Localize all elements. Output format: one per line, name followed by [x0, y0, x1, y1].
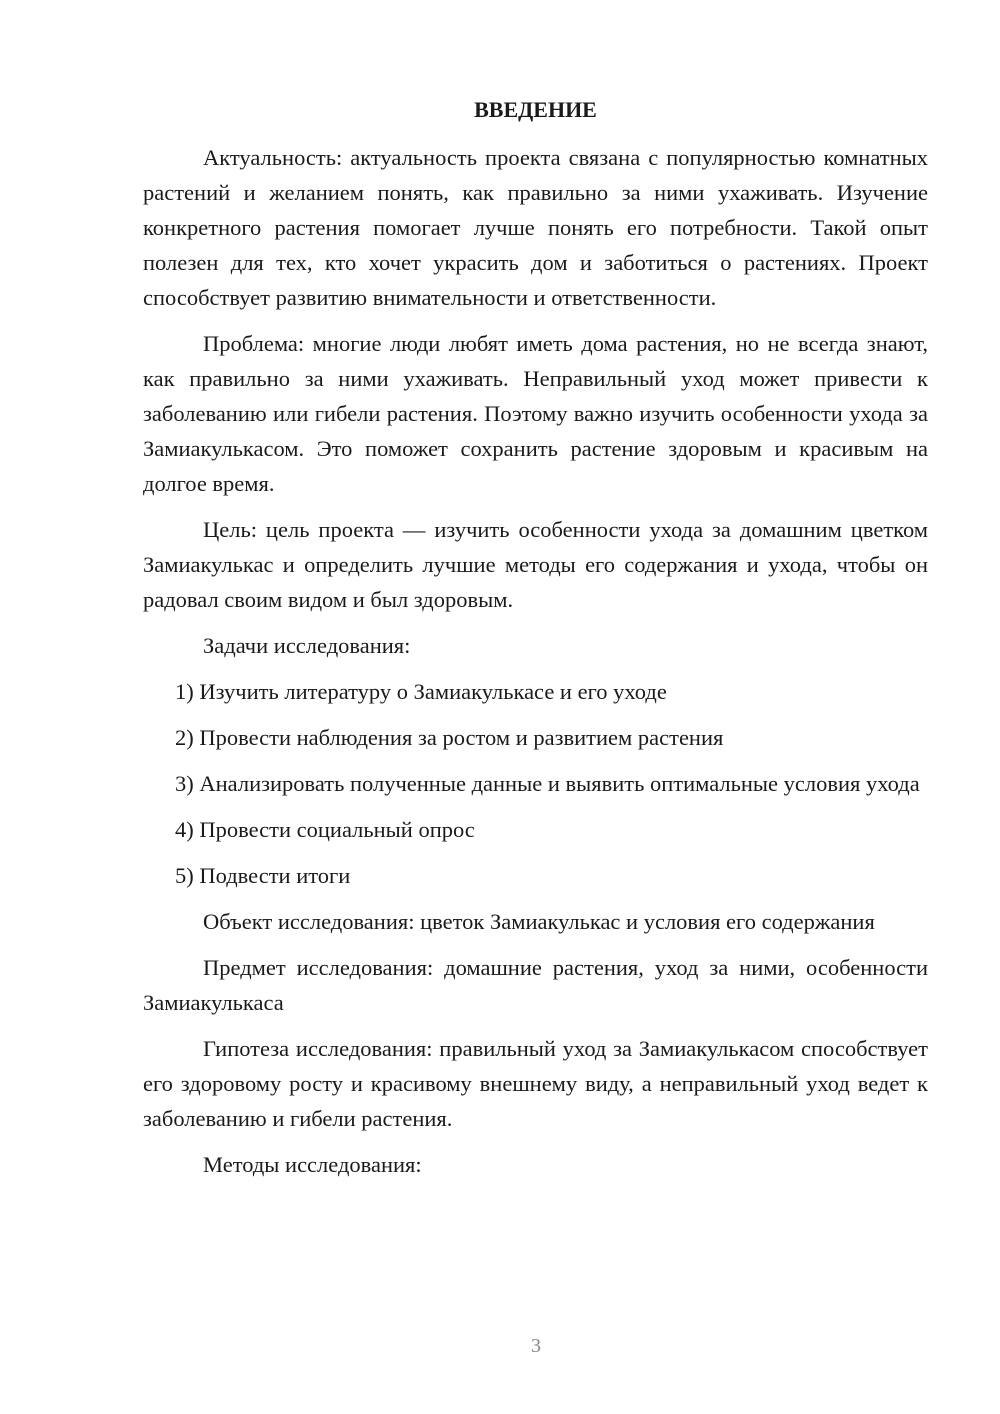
paragraph-subject: Предмет исследования: домашние растения, уход за ними, особенности Замиакулькаса: [143, 955, 928, 1015]
task-item-5: 5) Подвести итоги: [175, 863, 351, 888]
task-item-3: 3) Анализировать полученные данные и выявить оптимальные условия ухода: [175, 771, 920, 796]
task-item-4: 4) Провести социальный опрос: [175, 817, 475, 842]
paragraph-object: Объект исследования: цветок Замиакулькас и условия его содержания: [203, 909, 875, 934]
methods-heading: Методы исследования:: [203, 1152, 422, 1177]
paragraph-problem: Проблема: многие люди любят иметь дома растения, но не всегда знают, как правильно за ними ухаживать. Неправильный уход может привести к заболеванию или гибели растения. Поэтому важно изучить особенности ухода за Замиакулькасом. Это поможет сохранить растение здоровым и красивым на долгое время.: [143, 331, 928, 496]
task-item-1: 1) Изучить литературу о Замиакулькасе и его уходе: [175, 679, 667, 704]
page-title: ВВЕДЕНИЕ: [474, 97, 597, 122]
paragraph-hypothesis: Гипотеза исследования: правильный уход за Замиакулькасом способствует его здоровому росту и красивому внешнему виду, а неправильный уход ведет к заболеванию и гибели растения.: [143, 1036, 928, 1131]
page-content: [143, 92, 928, 1193]
task-item-2: 2) Провести наблюдения за ростом и развитием растения: [175, 725, 724, 750]
page-number: 3: [531, 1335, 541, 1357]
paragraph-relevance: Актуальность: актуальность проекта связана с популярностью комнатных растений и желанием понять, как правильно за ними ухаживать. Изучение конкретного растения помогает лучше понять его потребности. Такой опыт полезен для тех, кто хочет украсить дом и заботиться о растениях. Проект способствует развитию внимательности и ответственности.: [143, 145, 928, 310]
paragraph-goal: Цель: цель проекта — изучить особенности ухода за домашним цветком Замиакулькас и определить лучшие методы его содержания и ухода, чтобы он радовал своим видом и был здоровым.: [143, 517, 928, 612]
tasks-heading: Задачи исследования:: [203, 633, 411, 658]
